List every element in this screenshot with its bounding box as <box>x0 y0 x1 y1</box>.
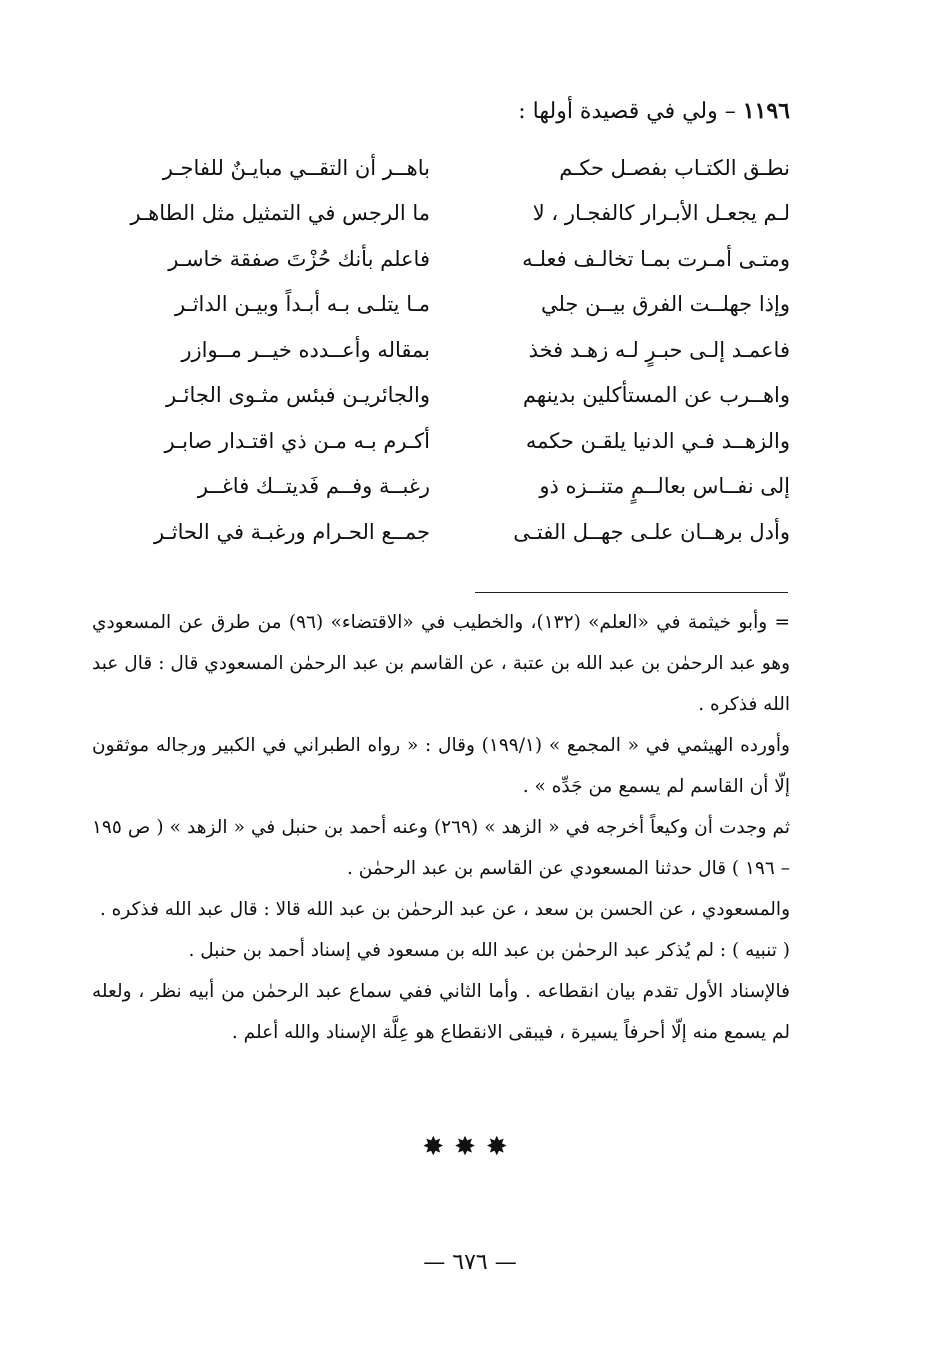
verse-first-hemistich: والزهــد فـي الدنيا يلقـن حكمه <box>525 428 790 453</box>
poem-verse <box>140 327 790 373</box>
footnote-separator <box>475 592 788 593</box>
poem-verse <box>130 191 790 237</box>
verse-second-hemistich: جمــع الحـرام ورغبـة في الحاثـر <box>154 519 430 544</box>
verse-second-hemistich: مـا يتلـى بـه أبـداً وبيـن الداثـر <box>174 292 430 317</box>
entry-title: – ولي في قصيدة أولها : <box>518 99 743 124</box>
footnote-paragraph: ثم وجدت أن وكيعاً أخرجه في « الزهد » (٢٦٩) وعنه أحمد بن حنبل في « الزهد » ( ص ١٩٥ – ١٩٦ ) قال حدثنا المسعودي عن القاسم بن عبد الرحمٰن . <box>92 817 790 879</box>
verse-first-hemistich: وأدل برهــان علـى جهــل الفتـى <box>513 519 790 544</box>
verse-second-hemistich: ما الرجس في التمثيل مثل الطاهـر <box>130 201 430 226</box>
footnote-paragraph: ( تنبيه ) : لم يُذكر عبد الرحمٰن بن عبد الله بن مسعود في إسناد أحمد بن حنبل . <box>188 940 790 961</box>
poem-verse <box>140 282 790 328</box>
footnote-paragraph: = وأبو خيثمة في «العلم» (١٣٢)، والخطيب في «الاقتضاء» (٩٦) من طرق عن المسعودي وهو عبد الرحمٰن بن عبد الله بن عتبة ، عن القاسم بن عبد الرحمٰن المسعودي قال : قال عبد الله فذكره . <box>92 612 790 715</box>
verse-first-hemistich: واهــرب عن المستأكلين بدينهم <box>522 383 790 408</box>
poem-verse <box>140 464 790 510</box>
verse-first-hemistich: وإذا جهلــت الفرق بيــن جلي <box>540 292 790 317</box>
verse-second-hemistich: فاعلم بأنك حُزْتَ صفقة خاسـر <box>168 246 430 271</box>
footnote-paragraph: وأورده الهيثمي في « المجمع » (١٩٩/١) وقال : « رواه الطبراني في الكبير ورجاله موثقون إلّا أن القاسم لم يسمع من جَدِّه » . <box>92 735 790 797</box>
poem-verse <box>140 418 790 464</box>
verse-second-hemistich: رغبــة وفــم فَديتــك فاغــر <box>197 474 430 499</box>
verse-first-hemistich: لـم يجعـل الأبـرار كالفجـار ، لا <box>532 201 790 226</box>
section-divider-stars: ✸✸✸ <box>422 1132 518 1162</box>
page-number: — ٦٧٦ — <box>423 1250 517 1275</box>
poem-verse <box>140 236 790 282</box>
verse-first-hemistich: نطـق الكتـاب بفصـل حكـم <box>559 155 790 180</box>
verse-second-hemistich: أكـرم بـه مـن ذي اقتـدار صابـر <box>164 428 430 453</box>
entry-number: ١١٩٦ <box>742 98 790 124</box>
footnotes <box>92 602 790 1053</box>
footnote-paragraph: والمسعودي ، عن الحسن بن سعد ، عن عبد الرحمٰن بن عبد الله قالا : قال عبد الله فذكره . <box>99 899 790 920</box>
poem-verse <box>140 509 790 555</box>
verse-second-hemistich: باهــر أن التقــي مبايـنٌ للفاجـر <box>162 155 430 180</box>
verse-first-hemistich: ومتـى أمـرت بمـا تخالـف فعلـه <box>522 246 790 271</box>
verse-first-hemistich: إلى نفــاس بعالــمٍ متنــزه ذو <box>539 474 790 499</box>
footnote-paragraph: فالإسناد الأول تقدم بيان انقطاعه . وأما الثاني ففي سماع عبد الرحمٰن من أبيه نظر ، ولعله لم يسمع منه إلّا أحرفاً يسيرة ، فيبقى الانقطاع هو عِلَّة الإسناد والله أعلم . <box>92 981 790 1043</box>
poem-verse <box>140 373 790 419</box>
poem <box>130 145 790 555</box>
entry-heading <box>518 98 790 124</box>
verse-second-hemistich: والجائريـن فبئس مثـوى الجائـر <box>165 383 430 408</box>
poem-verse <box>140 145 790 191</box>
verse-second-hemistich: بمقاله وأعــدده خيــر مــوازر <box>181 337 430 362</box>
verse-first-hemistich: فاعمـد إلـى حبـرٍ لـه زهـد فخذ <box>528 337 790 362</box>
